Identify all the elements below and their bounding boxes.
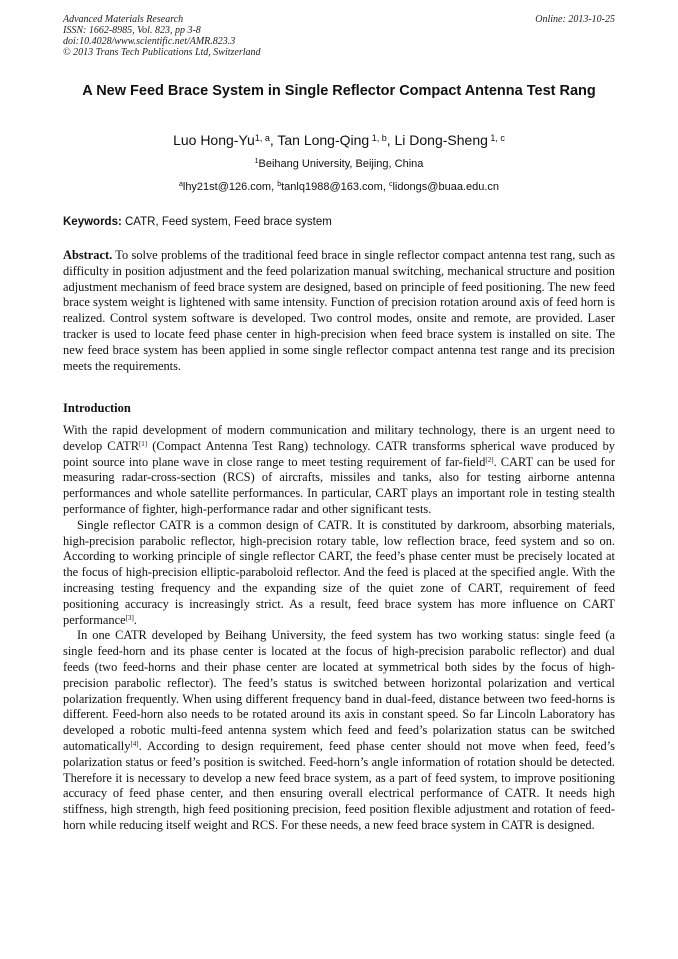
paragraph-text: . According to design requirement, feed phase center should not move when feed, feed’s polarization status or feed’s position is switched. Feed-horn’s angle information of rotation should be detected. Therefore it is necessary to develop a new feed brace system, as a part of feed system, to improve positioning accuracy of feed phase center, and then ensuring overall electrical performance of CATR. It needs high stiffness, high strength, high feed positioning precision, feed position flexible adjustment and rotation of feed-horn while reducing itself weight and RCS. For these needs, a new feed brace system in CATR is designed.: [63, 738, 615, 832]
keywords-label: Keywords:: [63, 216, 122, 228]
paragraph-text: .: [133, 612, 137, 627]
citation-ref: [1]: [138, 439, 148, 448]
author-affiliation-mark: 1, a: [254, 133, 270, 143]
paragraph-text: Single reflector CATR is a common design of CATR. It is constituted by darkroom, absorbing materials, high-precision parabolic reflector, high-precision rotary table, low reflection brace, feed system and so on. According to working principle of single reflector CART, the feed’s phase center must be precisely located at the focus of high-precision elliptic-paraboloid reflector. And the feed is placed at the specified angle. With the increasing testing frequency and the expanding size of the quiet zone of CART, requirement of feed positioning accuracy is increasingly strict. As a result, feed brace system has more influence on CART performance: [63, 517, 615, 627]
paragraph-text: With the rapid development of modern communication and military technology, there is an urgent need to develop CATR: [63, 423, 615, 453]
email-address: tanlq1988@163.com: [281, 181, 383, 193]
affiliation-text: Beihang University, Beijing, China: [258, 158, 424, 170]
email-address: lhy21st@126.com: [182, 181, 272, 193]
citation-ref: [2]: [485, 455, 494, 464]
email-mark: b: [277, 181, 282, 188]
author-separator: ,: [269, 132, 278, 148]
email-separator: ,: [271, 181, 278, 193]
email-mark: a: [178, 181, 183, 188]
abstract-text: To solve problems of the traditional feed brace in single reflector compact antenna test rang, such as difficulty in position adjustment and the feed polarization manual switching, mechanical structure and position adjustment mechanism of feed brace system are designed, based on principle of feed positioning. The new feed brace system weight is lightened with same intensity. Function of precision rotation around axis of feed horn is realized. Control system software is developed. Two control modes, onsite and remote, are provided. Laser tracker is used to locate feed phase center in high-precision when feed brace system is installed on site. The new feed brace system has been applied in some single reflector compact antenna test range and its precision meets the requirements.: [63, 248, 615, 373]
journal-header: [63, 14, 615, 58]
email-mark: c: [388, 181, 393, 188]
journal-name: Advanced Materials Research: [63, 14, 184, 25]
doi-line: doi:10.4028/www.scientific.net/AMR.823.3: [63, 36, 236, 47]
citation-ref: [3]: [125, 613, 134, 622]
citation-ref: [4]: [130, 739, 139, 748]
author-affiliation-mark: 1, b: [369, 133, 387, 143]
abstract-label: Abstract.: [63, 248, 113, 262]
online-date: Online: 2013-10-25: [535, 14, 615, 25]
keywords: [63, 215, 615, 229]
paper-title: A New Feed Brace System in Single Reflector Compact Antenna Test Rang: [82, 83, 596, 99]
paragraph-text: In one CATR developed by Beihang University, the feed system has two working status: single feed (a single feed-horn and its phase center is located at the focus of high-precision parabolic reflector) and dual feeds (two feed-horns and their phase center are located at symmetrical both sides by the focus of high-precision parabolic reflector). The feed’s status is switched between horizontal polarization and vertical polarization frequently. When using different frequency band in dual-feed, distance between two feed-horns is different. Feed-horn also needs to be rotated around its axis in constant speed. So far Lincoln Laboratory has developed a robotic multi-feed antenna system which feed and feed’s polarization status can be switched automatically: [63, 628, 615, 753]
author-name: Tan Long-Qing: [277, 132, 370, 148]
author-name: Li Dong-Sheng: [394, 132, 488, 148]
paragraph-text: . CART can be used for measuring radar-cross-section (RCS) of aircrafts, missiles and tanks, also for testing airborne antenna performances and whole satellite performances. In particular, CART plays an important role in testing stealth performance of fighter, high-performance radar and other significant tests.: [63, 454, 615, 516]
affiliation: [63, 157, 615, 171]
section-heading-introduction: Introduction: [63, 401, 131, 415]
author-separator: ,: [386, 132, 395, 148]
keywords-text: CATR, Feed system, Feed brace system: [121, 216, 332, 228]
introduction-body: [63, 423, 615, 834]
abstract: [63, 248, 615, 374]
email-list: [63, 180, 615, 194]
copyright-line: © 2013 Trans Tech Publications Ltd, Switzerland: [63, 47, 261, 58]
paragraph: [63, 423, 615, 518]
issn-line: ISSN: 1662-8985, Vol. 823, pp 3-8: [63, 25, 201, 36]
paragraph: [63, 518, 615, 629]
author-list: [63, 131, 615, 149]
paragraph-text: (Compact Antenna Test Rang) technology. CATR transforms spherical wave produced by point source into plane wave in close range to meet testing requirement of far-field: [63, 438, 615, 469]
author-name: Luo Hong-Yu: [173, 132, 255, 148]
email-address: lidongs@buaa.edu.cn: [392, 181, 500, 193]
author-affiliation-mark: 1, c: [487, 133, 505, 143]
email-separator: ,: [382, 181, 389, 193]
paragraph: [63, 628, 615, 833]
affiliation-mark: 1: [254, 158, 259, 165]
